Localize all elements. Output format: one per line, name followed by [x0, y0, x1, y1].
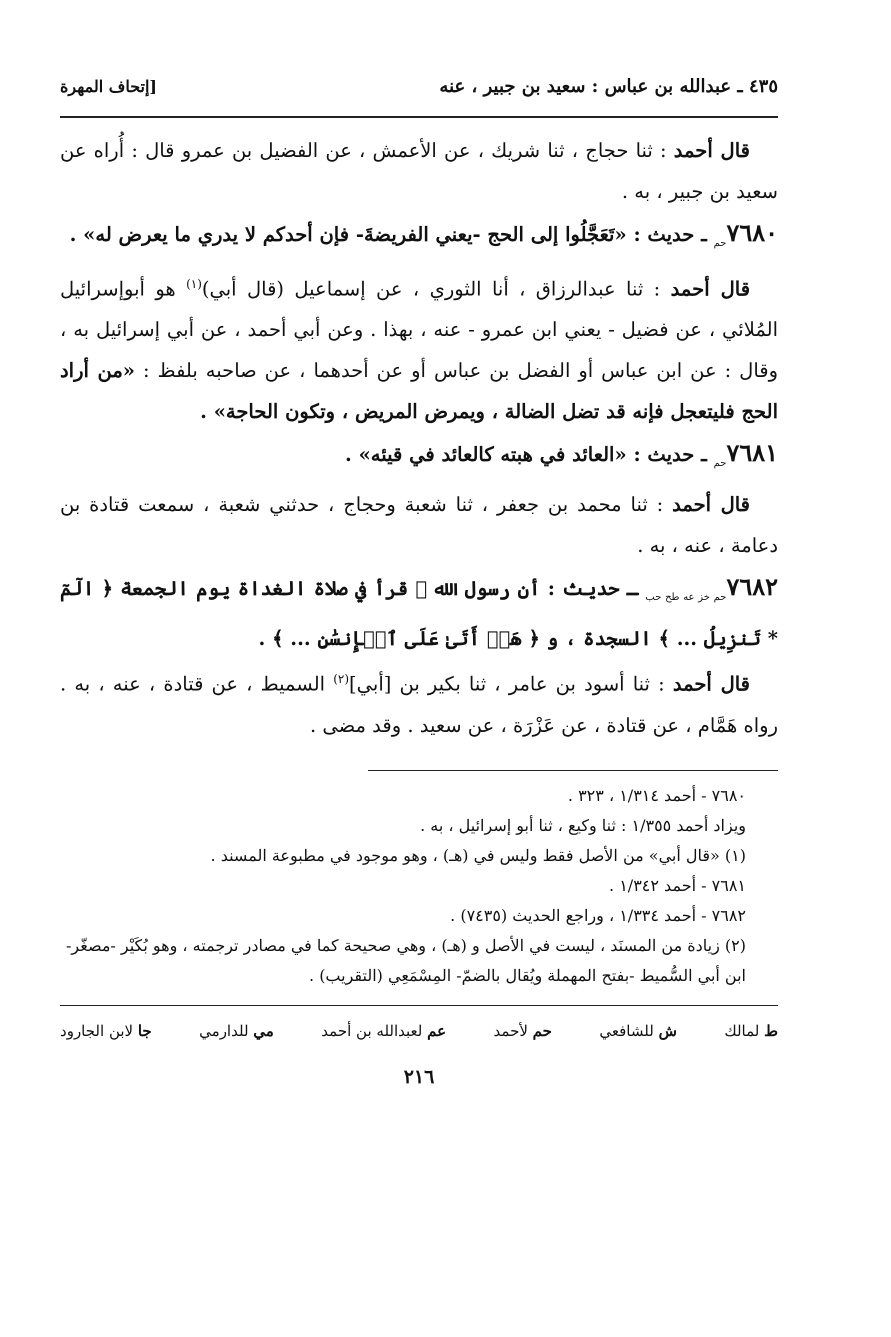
abbreviation-item: مي للدارمي	[199, 1021, 274, 1040]
paragraph-2: قال أحمد : ثنا عبدالرزاق ، أنا الثوري ، عن إسماعيل (قال أبي)$^{(١)}$ هو أبوإسرائيل المُلائي ، عن فضيل - يعني ابن عمرو - عنه ، بهذا . وعن أبي أحمد ، عن أبي إسرائيل به ، وقال : عن ابن عباس أو الفضل بن عباس أو عن أحدهما ، عن صاحبه بلفظ : «من أراد الحج فليتعجل فإنه قد تضل الضالة ، ويمرض المريض ، وتكون الحاجة» .	[60, 276, 778, 424]
paragraph-3: قال أحمد : ثنا محمد بن جعفر ، ثنا شعبة وحجاج ، حدثني شعبة ، سمعت قتادة بن دعامة ، عنه ، به .	[60, 493, 778, 558]
book-title: [إتحاف المهرة	[60, 77, 157, 96]
abbreviation-separator	[60, 1005, 778, 1006]
hadith-7682: $٧٦٨٢_{حم خز عه طح حب}$ ـ حديث : أن رسول الله ﷺ قرأ في صلاة الغداة يوم الجمعة ﴿ الٓمٓ * تَنزِيلُ ... ﴾ السجدة ، و ﴿ هَلۡ أَتَىٰ عَلَى ٱلۡإِنسَٰنِ ... ﴾ .	[60, 572, 778, 651]
hadith-7681: $٧٦٨١_{حم}$ ـ حديث : «العائد في هبته كالعائد في قيئه» .	[345, 438, 778, 470]
hadith-number: ٧٦٨٢	[726, 572, 778, 602]
footnote: (٢) زيادة من المسنَد ، ليست في الأصل و (هـ) ، وهي صحيحة كما في مصادر ترجمته ، وهو بُكَيْر -مصغّر- ابن أبي السُّميط -بفتح المهملة ويُقال بالضمّ- المِسْمَعِي (التقريب) .	[65, 935, 746, 985]
footnote-separator	[368, 770, 778, 771]
footnote: ٧٦٨١ - أحمد ١/٣٤٢ .	[609, 875, 746, 895]
footnotes	[60, 781, 778, 991]
footnote: ويزاد أحمد ١/٣٥٥ : ثنا وكيع ، ثنا أبو إسرائيل ، به .	[420, 815, 746, 835]
hadith-text: «تَعَجَّلُوا إلى الحج -يعني الفريضةَ- فإن أحدكم لا يدري ما يعرض له» .	[69, 223, 627, 246]
header-rule	[60, 116, 778, 118]
paragraph-4: قال أحمد : ثنا أسود بن عامر ، ثنا بكير بن [أبي]$^{(٢)}$ السميط ، عن قتادة ، عنه ، به . رواه هَمَّام ، عن قتادة ، عن عَزْرَة ، عن سعيد . وقد مضى .	[60, 672, 778, 737]
abbreviation-item: حم لأحمد	[493, 1021, 552, 1040]
hadith-number: ٧٦٨١	[726, 438, 778, 468]
hadith-number: ٧٦٨٠	[726, 218, 778, 247]
footnote-ref-1: (١)	[186, 276, 202, 291]
source-sigla: حم خز عه طح حب	[645, 592, 727, 604]
footnote: ٧٦٨٢ - أحمد ١/٣٣٤ ، وراجع الحديث (٧٤٣٥) .	[450, 905, 746, 925]
abbreviation-item: عم لعبدالله بن أحمد	[321, 1021, 447, 1040]
footnote-ref-2: (٢)	[333, 672, 350, 687]
hadith-text: «العائد في هبته كالعائد في قيئه» .	[345, 443, 627, 467]
paragraph-1: قال أحمد : ثنا حجاج ، ثنا شريك ، عن الأعمش ، عن الفضيل بن عمرو قال : أُراه عن سعيد بن جبير ، به .	[60, 139, 778, 203]
hadith-7680: $٧٦٨٠_{حم}$ ـ حديث : «تَعَجَّلُوا إلى الحج -يعني الفريضةَ- فإن أحدكم لا يدري ما يعرض له» .	[69, 218, 778, 249]
abbreviation-item: جا لابن الجارود	[60, 1021, 152, 1040]
page	[60, 76, 778, 1088]
abbreviation-item: ط لمالك	[724, 1021, 778, 1040]
running-header	[60, 76, 778, 110]
chapter-title: ٤٣٥ ـ عبدالله بن عباس : سعيد بن جبير ، عنه	[439, 76, 778, 97]
main-text	[60, 130, 778, 746]
abbreviation-item: ش للشافعي	[599, 1021, 677, 1040]
footnote: ٧٦٨٠ - أحمد ١/٣١٤ ، ٣٢٣ .	[567, 785, 746, 805]
source-sigla: حم	[713, 237, 727, 249]
footnote: (١) «قال أبي» من الأصل فقط وليس في (هـ) ، وهو موجود في مطبوعة المسند .	[210, 845, 746, 865]
source-sigla: حم	[713, 458, 727, 470]
page-number: ٢١٦	[403, 1065, 435, 1088]
hadith-text: أن رسول الله ﷺ قرأ في صلاة الغداة يوم الجمعة ﴿ الٓمٓ * تَنزِيلُ ... ﴾ السجدة ، و ﴿ هَلۡ أَتَىٰ عَلَى ٱلۡإِنسَٰنِ ... ﴾ .	[60, 577, 778, 651]
abbreviation-key	[60, 1014, 778, 1048]
